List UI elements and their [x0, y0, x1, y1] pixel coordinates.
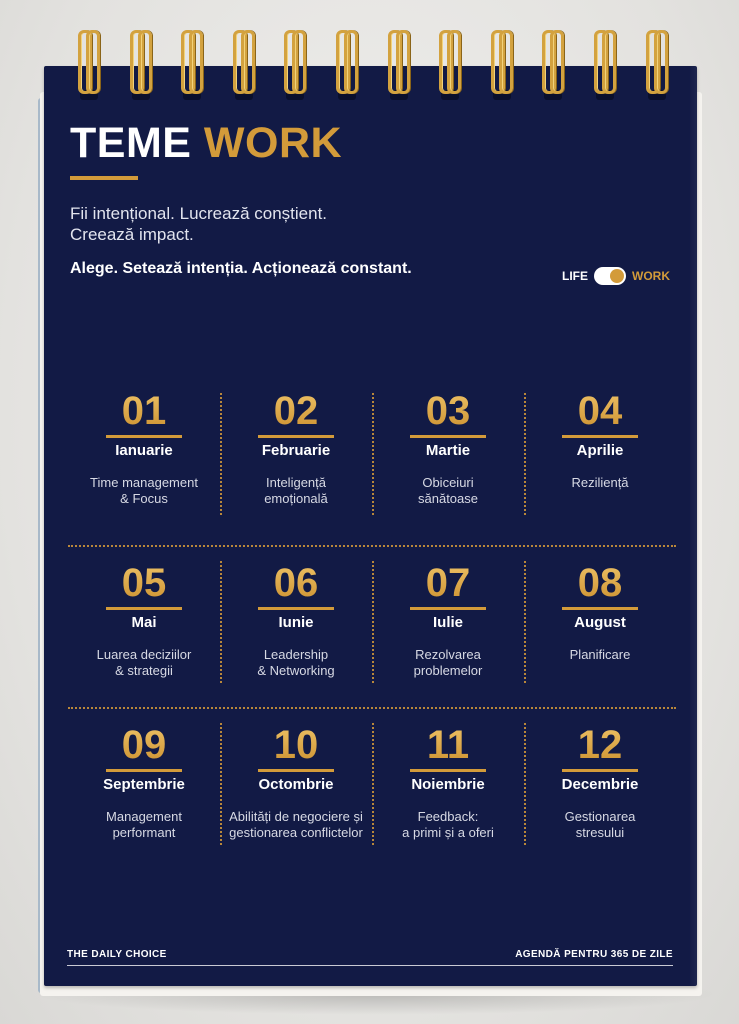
month-theme: Management performant	[106, 809, 182, 840]
month-number: 11	[372, 721, 524, 769]
number-underline	[562, 435, 638, 438]
number-underline	[258, 435, 334, 438]
month-cell	[68, 385, 220, 545]
month-name: Aprilie	[576, 442, 624, 459]
binding-ring	[78, 30, 100, 104]
motto: Alege. Setează intenția. Acționează constant.	[70, 260, 412, 277]
number-underline	[562, 769, 638, 772]
month-theme: Reziliență	[571, 475, 629, 490]
month-cell	[68, 709, 220, 869]
month-number: 09	[68, 721, 220, 769]
month-cell	[220, 709, 372, 869]
month-theme: Gestionarea stresului	[564, 809, 636, 840]
month-number: 01	[68, 387, 220, 435]
months-row	[68, 547, 676, 707]
month-theme: Leadership & Networking	[257, 647, 335, 678]
number-underline	[106, 607, 182, 610]
month-cell	[220, 547, 372, 707]
month-cell	[68, 547, 220, 707]
binding-ring	[388, 30, 410, 104]
toggle-label-work: WORK	[632, 269, 670, 283]
month-name: August	[574, 614, 626, 631]
month-theme: Planificare	[569, 647, 631, 662]
month-number: 05	[68, 559, 220, 607]
title-part-1: TEME	[70, 119, 192, 167]
binding-ring	[646, 30, 668, 104]
binding-ring	[594, 30, 616, 104]
toggle-label-life: LIFE	[562, 269, 588, 283]
life-work-toggle[interactable]	[562, 265, 670, 287]
toggle-knob	[610, 269, 624, 283]
toggle-switch[interactable]	[594, 267, 626, 285]
month-number: 07	[372, 559, 524, 607]
binding-ring	[233, 30, 255, 104]
month-number: 08	[524, 559, 676, 607]
number-underline	[258, 769, 334, 772]
month-name: Decembrie	[561, 776, 639, 793]
month-number: 06	[220, 559, 372, 607]
ring-loop	[241, 30, 255, 94]
ring-loop	[654, 30, 668, 94]
month-theme: Obiceiuri sănătoase	[418, 475, 478, 506]
number-underline	[410, 607, 486, 610]
month-name: Septembrie	[103, 776, 185, 793]
month-theme: Feedback: a primi și a oferi	[402, 809, 494, 840]
binding-ring	[130, 30, 152, 104]
month-name: Ianuarie	[115, 442, 173, 459]
number-underline	[410, 769, 486, 772]
page-title	[70, 118, 342, 168]
ring-loop	[189, 30, 203, 94]
month-name: Februarie	[261, 442, 331, 459]
number-underline	[258, 607, 334, 610]
title-part-2: WORK	[203, 119, 343, 167]
ring-loop	[499, 30, 513, 94]
binding-ring	[284, 30, 306, 104]
binding-ring	[181, 30, 203, 104]
month-theme: Abilități de negociere și gestionarea conflictelor	[229, 809, 363, 840]
ring-loop	[292, 30, 306, 94]
number-underline	[562, 607, 638, 610]
month-theme: Time management & Focus	[90, 475, 198, 506]
number-underline	[410, 435, 486, 438]
number-underline	[106, 769, 182, 772]
month-name: Octombrie	[258, 776, 334, 793]
month-cell	[524, 709, 676, 869]
month-number: 04	[524, 387, 676, 435]
month-theme: Rezolvarea problemelor	[413, 647, 483, 678]
month-number: 10	[220, 721, 372, 769]
month-number: 12	[524, 721, 676, 769]
binding-ring	[336, 30, 358, 104]
month-theme: Luarea deciziilor & strategii	[96, 647, 192, 678]
months-grid	[68, 385, 676, 869]
month-name: Iunie	[278, 614, 314, 631]
month-cell	[372, 385, 524, 545]
ring-loop	[86, 30, 100, 94]
month-theme: Inteligență emoțională	[264, 475, 328, 506]
month-name: Mai	[131, 614, 157, 631]
month-cell	[372, 547, 524, 707]
footer-line	[67, 965, 673, 966]
number-underline	[106, 435, 182, 438]
title-underline	[70, 176, 138, 180]
month-cell	[524, 547, 676, 707]
footer-subtitle: AGENDĂ PENTRU 365 DE ZILE	[515, 949, 673, 960]
month-number: 02	[220, 387, 372, 435]
binding-ring	[439, 30, 461, 104]
ring-loop	[602, 30, 616, 94]
months-row	[68, 385, 676, 545]
tagline: Fii intențional. Lucrează conștient. Creează impact.	[70, 204, 328, 244]
month-name: Martie	[425, 442, 471, 459]
footer-brand: THE DAILY CHOICE	[67, 949, 167, 960]
month-name: Iulie	[432, 614, 463, 631]
ring-loop	[447, 30, 461, 94]
month-name: Noiembrie	[411, 776, 485, 793]
months-row	[68, 709, 676, 869]
month-cell	[372, 709, 524, 869]
month-number: 03	[372, 387, 524, 435]
binding-ring	[542, 30, 564, 104]
ring-loop	[138, 30, 152, 94]
month-cell	[220, 385, 372, 545]
ring-loop	[344, 30, 358, 94]
month-cell	[524, 385, 676, 545]
ring-loop	[396, 30, 410, 94]
binding-ring	[491, 30, 513, 104]
ring-loop	[550, 30, 564, 94]
